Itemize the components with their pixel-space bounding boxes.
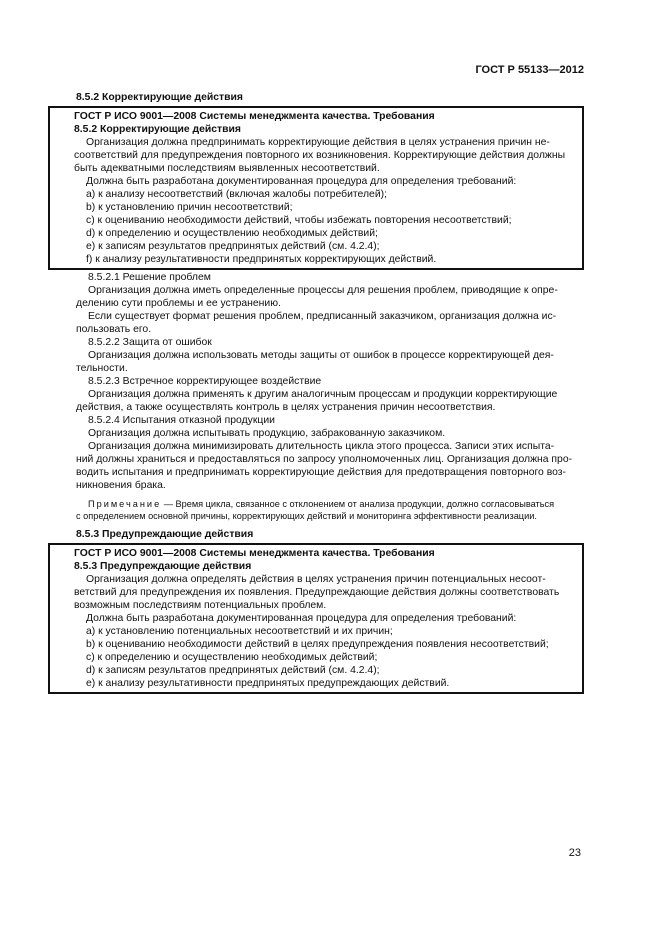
page-number: 23 bbox=[568, 847, 581, 859]
text-line: Организация должна минимизировать длительность цикла этого процесса. Записи этих испыта- bbox=[88, 441, 555, 452]
subsection-title-8524: 8.5.2.4 Испытания отказной продукции bbox=[88, 415, 275, 426]
box-text-line: ветствий для предупреждения их появления. Предупреждающие действия должны соответствовать bbox=[74, 587, 560, 598]
text-line: Организация должна использовать методы защиты от ошибок в процессе корректирующей дея- bbox=[88, 350, 554, 361]
box-text-line: Должна быть разработана документированная процедура для определения требований: bbox=[86, 176, 517, 187]
note-text: — Время цикла, связанное с отклонением от анализа продукции, должно согласовываться bbox=[161, 499, 555, 509]
quote-box-iso-853 bbox=[49, 544, 583, 693]
box-title: ГОСТ Р ИСО 9001—2008 Системы менеджмента качества. Требования bbox=[74, 548, 435, 559]
section-heading-853: 8.5.3 Предупреждающие действия bbox=[76, 529, 254, 540]
list-item: e) к записям результатов предпринятых действий (см. 4.2.4); bbox=[86, 241, 380, 252]
subsection-title-8522: 8.5.2.2 Защита от ошибок bbox=[88, 337, 212, 348]
text-line: Организация должна применять к другим аналогичным процессам и продукции корректирующие bbox=[88, 389, 558, 400]
box-text-line: Организация должна определять действия в целях устранения причин потенциальных несоот- bbox=[86, 574, 546, 585]
text-line: никновения брака. bbox=[76, 480, 166, 491]
text-line: Если существует формат решения проблем, предписанный заказчиком, организация должна ис- bbox=[88, 311, 557, 322]
list-item: a) к анализу несоответствий (включая жалобы потребителей); bbox=[86, 189, 387, 200]
document-id: ГОСТ Р 55133—2012 bbox=[475, 64, 584, 76]
list-item: f) к анализу результативности предпринятых корректирующих действий. bbox=[86, 254, 437, 265]
text-line: водить испытания и предпринимать корректирующие действия для предотвращения повторного воз- bbox=[76, 467, 567, 478]
quote-box-iso-852 bbox=[49, 107, 583, 269]
section-heading-852: 8.5.2 Корректирующие действия bbox=[76, 92, 243, 103]
box-subtitle: 8.5.3 Предупреждающие действия bbox=[74, 561, 252, 572]
box-text-line: Должна быть разработана документированная процедура для определения требований: bbox=[86, 613, 517, 624]
note-label: Примечание bbox=[88, 499, 162, 509]
text-line: Организация должна испытывать продукцию, забракованную заказчиком. bbox=[88, 428, 446, 439]
subsection-title-8521: 8.5.2.1 Решение проблем bbox=[88, 272, 211, 283]
list-item: b) к оцениванию необходимости действий в целях предупреждения появления несоответствий; bbox=[86, 639, 549, 650]
box-text-line: возможным последствиям потенциальных проблем. bbox=[74, 600, 327, 611]
text-line: ний должны храниться и предоставляться по запросу уполномоченных лиц. Организация должна про- bbox=[76, 454, 573, 465]
text-line: тельности. bbox=[76, 363, 128, 374]
list-item: c) к оцениванию необходимости действий, чтобы избежать повторения несоответствий; bbox=[86, 215, 512, 226]
text-line: делению сути проблемы и ее устранению. bbox=[76, 298, 281, 309]
box-text-line: Организация должна предпринимать корректирующие действия в целях устранения причин не- bbox=[86, 137, 550, 148]
note-line bbox=[76, 498, 584, 510]
list-item: d) к определению и осуществлению необходимых действий; bbox=[86, 228, 378, 239]
text-line: пользовать его. bbox=[76, 324, 152, 335]
list-item: c) к определению и осуществлению необходимых действий; bbox=[86, 652, 378, 663]
text-line: Организация должна иметь определенные процессы для решения проблем, приводящие к опре- bbox=[88, 285, 558, 296]
box-title: ГОСТ Р ИСО 9001—2008 Системы менеджмента качества. Требования bbox=[74, 111, 435, 122]
box-text-line: быть адекватными последствиям выявленных несоответствий. bbox=[74, 163, 380, 174]
box-subtitle: 8.5.2 Корректирующие действия bbox=[74, 124, 241, 135]
page-body bbox=[76, 0, 584, 693]
subsection-title-8523: 8.5.2.3 Встречное корректирующее воздействие bbox=[88, 376, 322, 387]
note-line: с определением основной причины, корректирующих действий и мониторинга эффективности реализации. bbox=[76, 511, 537, 521]
list-item: e) к анализу результативности предпринятых предупреждающих действий. bbox=[86, 678, 450, 689]
text-line: действия, а также осуществлять контроль в целях устранения причин несоответствия. bbox=[76, 402, 496, 413]
list-item: a) к установлению потенциальных несоответствий и их причин; bbox=[86, 626, 393, 637]
box-text-line: соответствий для предупреждения повторного их возникновения. Корректирующие действия должны bbox=[74, 150, 566, 161]
list-item: d) к записям результатов предпринятых действий (см. 4.2.4); bbox=[86, 665, 380, 676]
list-item: b) к установлению причин несоответствий; bbox=[86, 202, 293, 213]
